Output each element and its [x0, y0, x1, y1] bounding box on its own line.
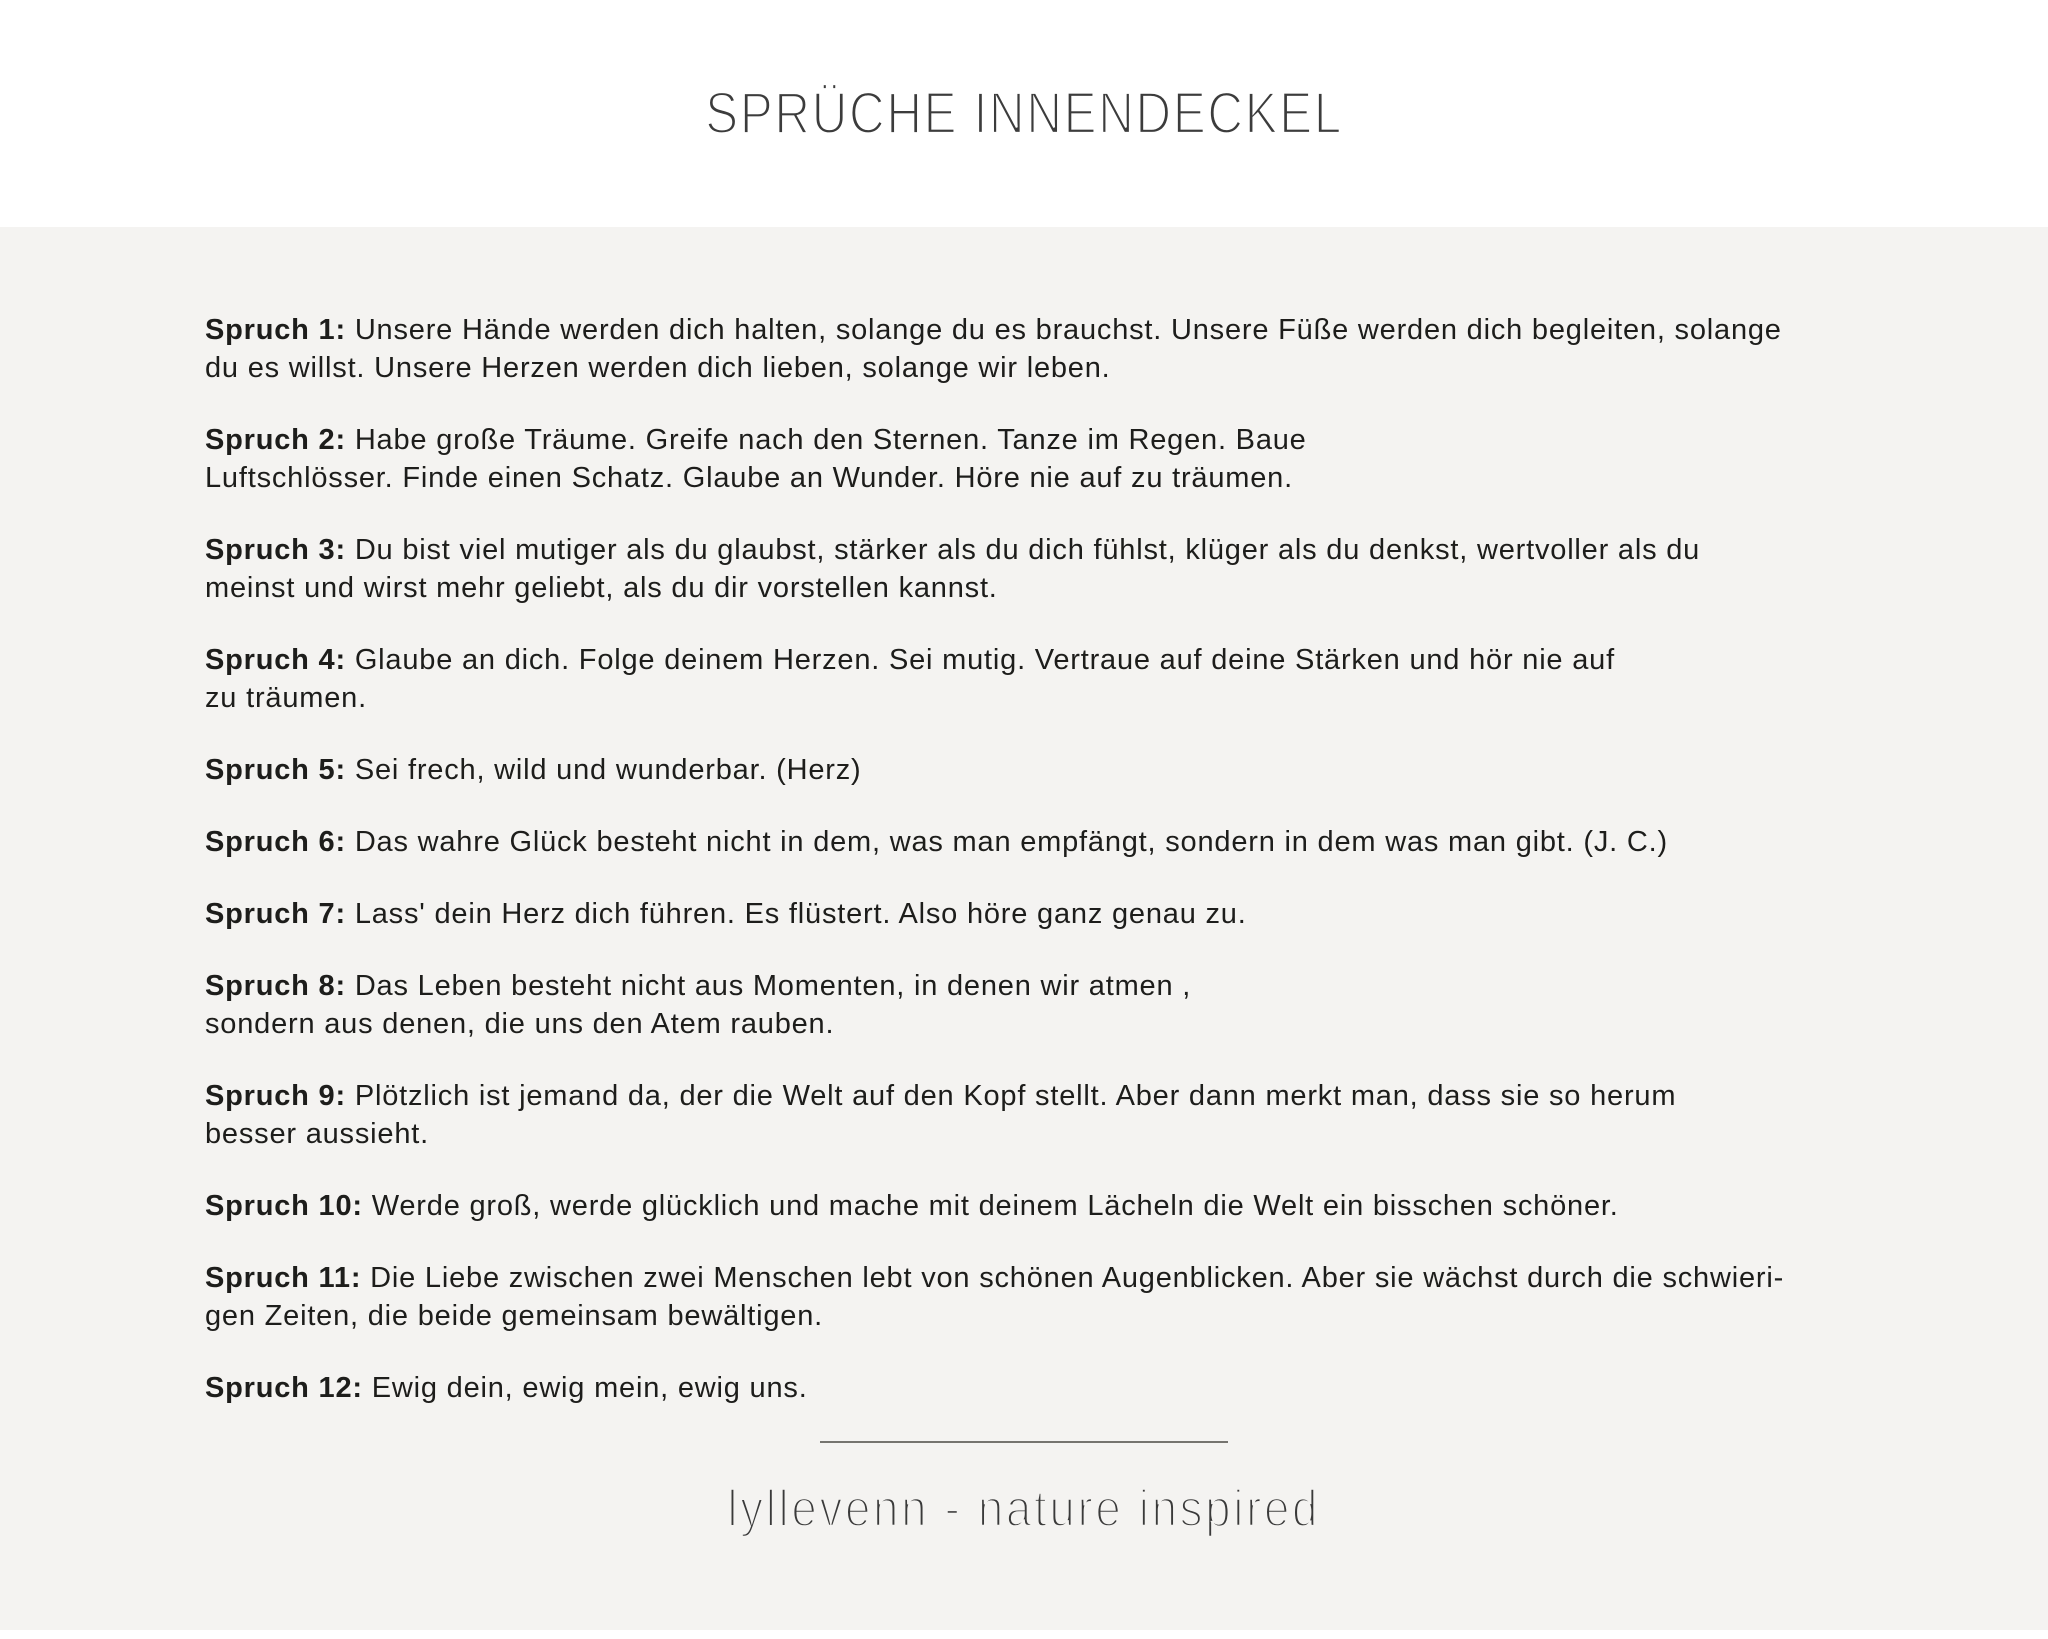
spruch-label: Spruch 5: — [205, 754, 346, 786]
spruch-label: Spruch 11: — [205, 1262, 362, 1294]
page-header — [0, 0, 2048, 227]
spruch-line: Werde groß, werde glücklich und mache mit deinem Lächeln die Welt ein bisschen schöner. — [371, 1190, 1619, 1222]
spruch-line: Glaube an dich. Folge deinem Herzen. Sei mutig. Vertraue auf deine Stärken und hör nie auf — [354, 644, 1615, 676]
spruch-label: Spruch 2: — [205, 424, 346, 456]
spruch-item — [205, 1187, 1908, 1225]
spruch-item — [205, 751, 1908, 789]
spruch-line: Die Liebe zwischen zwei Menschen lebt von schönen Augenblicken. Aber sie wächst durch die schwieri- — [370, 1262, 1785, 1294]
spruch-line: Ewig dein, ewig mein, ewig uns. — [371, 1372, 808, 1404]
spruch-label: Spruch 1: — [205, 314, 346, 346]
spruch-label: Spruch 3: — [205, 534, 346, 566]
spruch-item — [205, 823, 1908, 861]
spruch-label: Spruch 6: — [205, 826, 346, 858]
spruch-line: Habe große Träume. Greife nach den Sternen. Tanze im Regen. Baue — [354, 424, 1307, 456]
spruch-item — [205, 1077, 1908, 1153]
spruch-list — [0, 311, 2048, 1407]
content-section — [0, 227, 2048, 1630]
spruch-line: gen Zeiten, die beide gemeinsam bewältigen. — [205, 1300, 823, 1332]
brand-text: lyllevenn - nature inspired — [727, 1480, 1321, 1538]
spruch-label: Spruch 12: — [205, 1372, 363, 1404]
spruch-line: Unsere Hände werden dich halten, solange du es brauchst. Unsere Füße werden dich begleiten, solange — [354, 314, 1782, 346]
spruch-line: sondern aus denen, die uns den Atem rauben. — [205, 1008, 835, 1040]
spruch-item — [205, 895, 1908, 933]
spruch-line: zu träumen. — [205, 682, 367, 714]
spruch-label: Spruch 7: — [205, 898, 346, 930]
spruch-line: Du bist viel mutiger als du glaubst, stärker als du dich fühlst, klüger als du denkst, wertvoller als du — [354, 534, 1701, 566]
spruch-line: Lass' dein Herz dich führen. Es flüstert. Also höre ganz genau zu. — [354, 898, 1247, 930]
spruch-label: Spruch 10: — [205, 1190, 363, 1222]
spruch-line: Luftschlösser. Finde einen Schatz. Glaube an Wunder. Höre nie auf zu träumen. — [205, 462, 1293, 494]
page-title: SPRÜCHE INNENDECKEL — [705, 81, 1343, 146]
spruch-line: du es willst. Unsere Herzen werden dich lieben, solange wir leben. — [205, 352, 1111, 384]
spruch-item — [205, 641, 1908, 717]
spruch-item — [205, 311, 1908, 387]
spruch-label: Spruch 4: — [205, 644, 346, 676]
spruch-line: meinst und wirst mehr geliebt, als du dir vorstellen kannst. — [205, 572, 998, 604]
spruch-item — [205, 1369, 1908, 1407]
footer-divider — [820, 1441, 1228, 1443]
spruch-line: Plötzlich ist jemand da, der die Welt auf den Kopf stellt. Aber dann merkt man, dass sie so herum — [354, 1080, 1677, 1112]
spruch-label: Spruch 9: — [205, 1080, 346, 1112]
spruch-item — [205, 1259, 1908, 1335]
spruch-item — [205, 531, 1908, 607]
spruch-line: besser aussieht. — [205, 1118, 429, 1150]
spruch-line: Das Leben besteht nicht aus Momenten, in denen wir atmen , — [354, 970, 1192, 1002]
spruch-item — [205, 421, 1908, 497]
spruch-line: Sei frech, wild und wunderbar. (Herz) — [354, 754, 862, 786]
spruch-label: Spruch 8: — [205, 970, 346, 1002]
spruch-item — [205, 967, 1908, 1043]
brand-footer — [0, 1479, 2048, 1539]
spruch-line: Das wahre Glück besteht nicht in dem, was man empfängt, sondern in dem was man gibt. (J. C.) — [354, 826, 1668, 858]
